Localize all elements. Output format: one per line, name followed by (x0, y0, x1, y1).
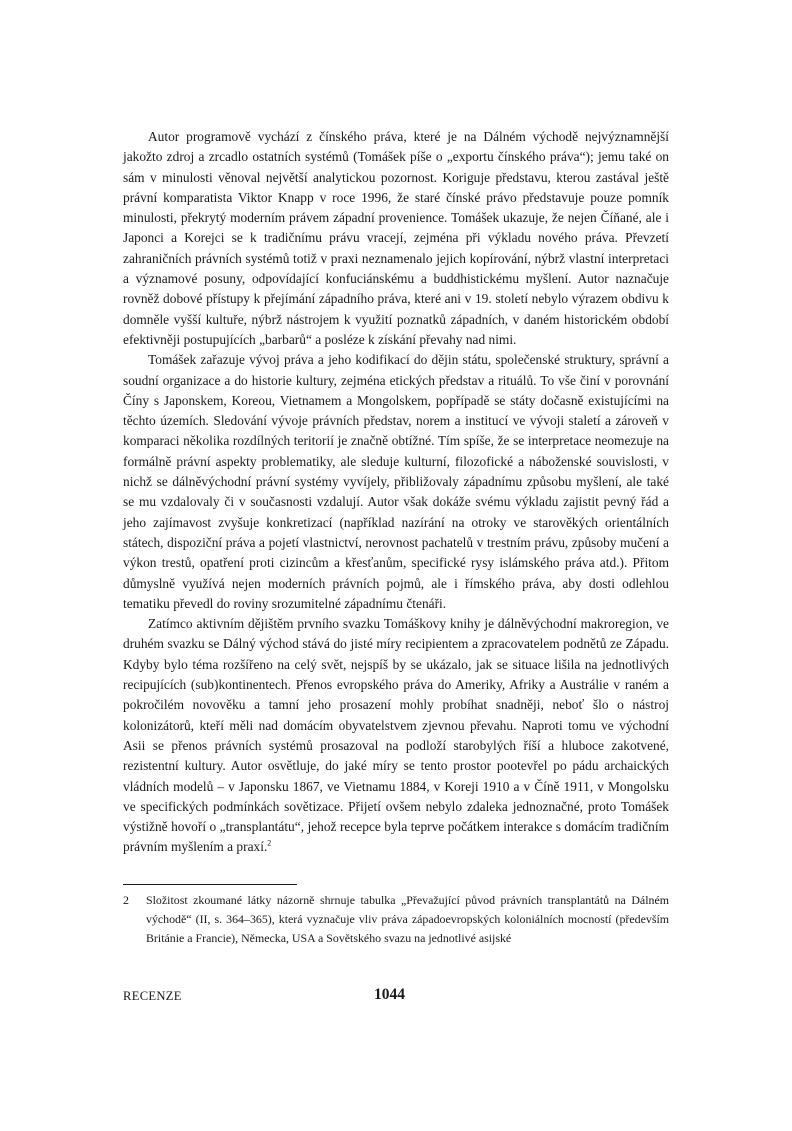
paragraph-3-text: Zatímco aktivním dějištěm prvního svazku Tomáškovy knihy je dálněvýchodní makroregion, ve druhém svazku se Dálný východ stává do jisté míry recipientem a zpracovatelem podnětů ze Západu. Kdyby bylo téma rozšířeno na celý svět, nejspíš by se ukázalo, jak se situace lišila na jednotlivých recipujících (sub)kontinentech. Přenos evropského práva do Ameriky, Afriky a Austrálie v raném a pokročilém novověku a tamní jeho prosazení mohly probíhat snadněji, neboť šlo o nástroj kolonizátorů, kteří měli nad domácím obyvatelstvem zjevnou převahu. Naproti tomu ve východní Asii se přenos právních systémů prosazoval na podloží starobylých říší a hluboce zakotvené, rezistentní kultury. Autor osvětluje, do jaké míry se tento prostor pootevřel po pádu archaických vládních modelů – v Japonsku 1867, ve Vietnamu 1884, v Koreji 1910 a v Číně 1911, v Mongolsku ve specifických podmínkách sovětizace. Přijetí ovšem nebylo zdaleka jednoznačné, proto Tomášek výstižně hovoří o „transplantátu“, jehož recepce byla teprve počátkem interakce s domácím tradičním právním myšlením a praxí. (123, 616, 669, 855)
footnote-divider (123, 884, 297, 885)
paragraph-1: Autor programově vychází z čínského práva, které je na Dálném východě nejvýznamnější jakožto zdroj a zrcadlo ostatních systémů (Tomášek píše o „exportu čínského práva“); jemu také on sám v minulosti věnoval největší analytickou pozornost. Koriguje představu, kterou zastával ještě právní komparatista Viktor Knapp v roce 1996, že staré čínské právo představuje pouze pomník minulosti, překrytý moderním právem západní provenience. Tomášek ukazuje, že nejen Číňané, ale i Japonci a Korejci se k tradičnímu právu vracejí, zejména při výkladu nového práva. Převzetí zahraničních právních systémů totiž v praxi neznamenalo jejich kopírování, nýbrž vlastní interpretaci a významové posuny, odpovídající konfuciánskému a buddhistickému myšlení. Autor naznačuje rovněž dobové přístupy k přejímání západního práva, které ani v 19. století nebylo výrazem obdivu k domněle vyšší kultuře, nýbrž nástrojem k využití poznatků západních, v daném historickém období efektivněji postupujících „barbarů“ a posléze k získání převahy nad nimi. (123, 129, 669, 347)
main-text (123, 127, 669, 858)
footnote-reference[interactable]: 2 (267, 838, 272, 848)
page-number: 1044 (374, 986, 405, 1003)
paragraph-2: Tomášek zařazuje vývoj práva a jeho kodifikací do dějin státu, společenské struktury, správní a soudní organizace a do historie kultury, zejména etických představ a rituálů. To vše činí v porovnání Číny s Japonskem, Koreou, Vietnamem a Mongolskem, popřípadě se státy dočasně existujícími na těchto územích. Sledování vývoje právních představ, norem a institucí ve vývoji staletí a zároveň v komparaci několika rozdílných teritorií je značně obtížné. Tím spíše, že se interpretace neomezuje na formálně právní aspekty problematiky, ale sleduje kulturní, filozofické a náboženské souvislosti, v nichž se dálněvýchodní právní systémy vyvíjely, přibližovaly západnímu způsobu myšlení, ale také se mu vzdalovaly či v současnosti vzdalují. Autor však dokáže svému výkladu zajistit pevný řád a jeho zajímavost zvyšuje konkretizací (například nazírání na otroky ve starověkých orientálních státech, dispoziční práva a pojetí vlastnictví, nerovnost pachatelů v trestním právu, způsoby mučení a výkon trestů, opatření proti cizincům a křesťanům, specifické rysy islámského práva atd.). Přitom důmyslně využívá nejen moderních právních pojmů, ale i římského práva, aby dosti odlehlou tematiku převedl do roviny srozumitelné západnímu čtenáři. (123, 352, 669, 611)
footnote-number: 2 (123, 893, 129, 907)
footnote (123, 891, 669, 949)
running-footer-section: RECENZE (123, 989, 182, 1003)
paragraph-3 (123, 614, 669, 858)
footnote-text: Složitost zkoumané látky názorně shrnuje tabulka „Převažující původ právních transplantátů na Dálném východě“ (II, s. 364–365), která vyznačuje vliv práva západoevropských koloniálních mocností (především Británie a Francie), Německa, USA a Sovětského svazu na jednotlivé asijské (146, 893, 669, 946)
